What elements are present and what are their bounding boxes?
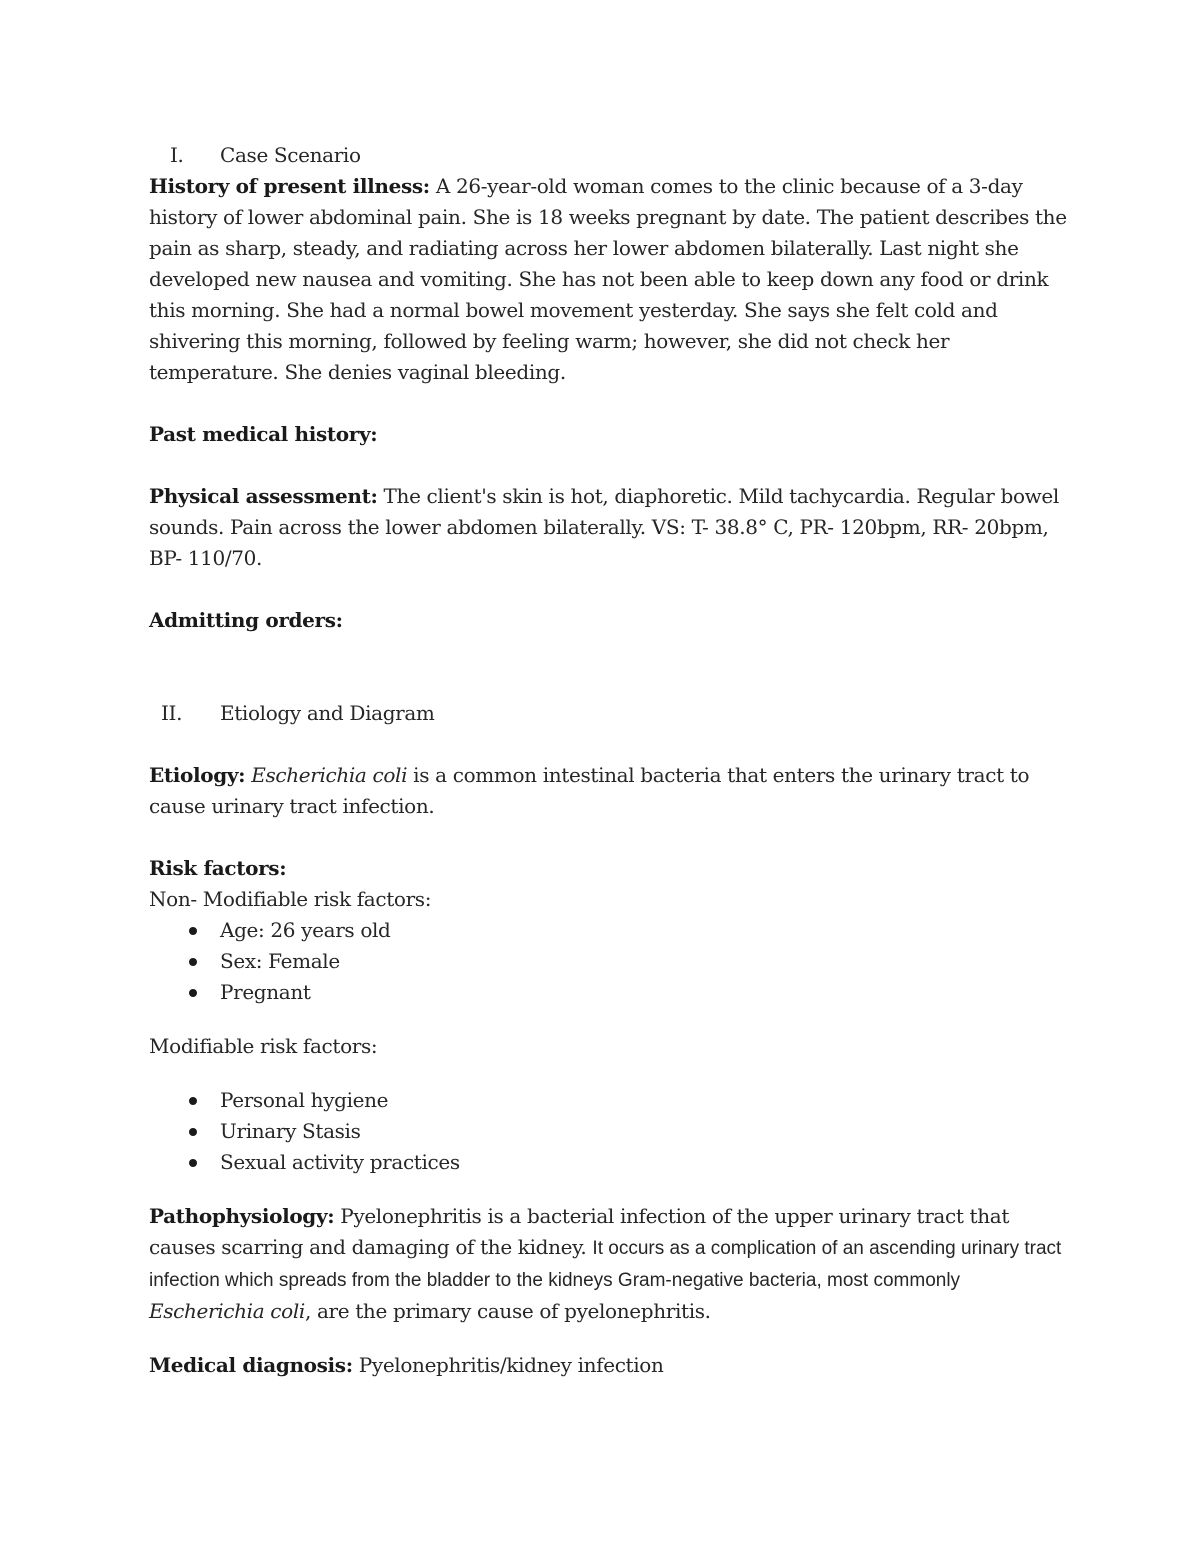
bullet-icon (189, 1097, 197, 1105)
bullet-icon (189, 958, 197, 966)
modifiable-list (149, 1085, 1069, 1178)
list-item (149, 977, 1069, 1008)
nonmodifiable-list (149, 915, 1069, 1008)
section-heading-case-scenario (149, 140, 1069, 171)
list-item (149, 1147, 1069, 1178)
bullet-icon (189, 989, 197, 997)
list-item-text: Personal hygiene (220, 1088, 389, 1112)
section-number: I. (170, 143, 184, 167)
list-item-text: Age: 26 years old (220, 918, 391, 942)
section-heading-etiology-diagram (149, 698, 1069, 729)
risk-label: Risk factors: (149, 856, 287, 880)
assessment-label: Physical assessment: (149, 484, 378, 508)
admitting-orders (149, 605, 1069, 636)
physical-assessment (149, 481, 1069, 574)
pathophysiology (149, 1201, 1069, 1327)
diagnosis-label: Medical diagnosis: (149, 1353, 353, 1377)
section-number: II. (161, 701, 183, 725)
past-medical-history (149, 419, 1069, 450)
etiology-label: Etiology: (149, 763, 246, 787)
document-page (149, 140, 1069, 1381)
list-item-text: Sex: Female (220, 949, 340, 973)
bullet-icon (189, 927, 197, 935)
assessment-text: The client's skin is hot, diaphoretic. Mild tachycardia. Regular bowel sounds. Pain across the lower abdomen bilaterally. VS: T- 38.8° C, PR- 120bpm, RR- 20bpm, BP- 110/70. (149, 484, 1059, 570)
patho-text-3: , are the primary cause of pyelonephritis. (304, 1299, 711, 1323)
patho-label: Pathophysiology: (149, 1204, 335, 1228)
list-item-text: Sexual activity practices (220, 1150, 460, 1174)
list-item (149, 946, 1069, 977)
list-item (149, 915, 1069, 946)
patho-text-2: It occurs as a complication of an ascending urinary tract infection which spreads from the bladder to the kidneys Gram-negative bacteria, most commonly (149, 1238, 1062, 1291)
orders-label: Admitting orders: (149, 608, 343, 632)
patho-text-1: Pyelonephritis is a bacterial infection of the upper urinary tract that causes scarring and damaging of the kidney. (149, 1204, 1010, 1259)
list-item-text: Urinary Stasis (220, 1119, 361, 1143)
list-item-text: Pregnant (220, 980, 311, 1004)
list-item (149, 1085, 1069, 1116)
list-item (149, 1116, 1069, 1147)
diagnosis-text: Pyelonephritis/kidney infection (358, 1353, 664, 1377)
bullet-icon (189, 1159, 197, 1167)
hpi-label: History of present illness: (149, 174, 430, 198)
pmh-label: Past medical history: (149, 422, 378, 446)
history-present-illness (149, 171, 1069, 388)
risk-factors-heading (149, 853, 1069, 884)
etiology (149, 760, 1069, 822)
nonmodifiable-label: Non- Modifiable risk factors: (149, 887, 432, 911)
etiology-organism: Escherichia coli (251, 763, 408, 787)
section-title: Case Scenario (220, 143, 361, 167)
bullet-icon (189, 1128, 197, 1136)
section-title: Etiology and Diagram (220, 701, 435, 725)
patho-organism: Escherichia coli (149, 1299, 305, 1323)
etiology-text: is a common intestinal bacteria that enters the urinary tract to cause urinary tract infection. (149, 763, 1030, 818)
hpi-text: A 26-year-old woman comes to the clinic because of a 3-day history of lower abdominal pain. She is 18 weeks pregnant by date. The patient describes the pain as sharp, steady, and radiating across her lower abdomen bilaterally. Last night she developed new nausea and vomiting. She has not been able to keep down any food or drink this morning. She had a normal bowel movement yesterday. She says she felt cold and shivering this morning, followed by feeling warm; however, she did not check her temperature. She denies vaginal bleeding. (149, 174, 1067, 384)
modifiable-label: Modifiable risk factors: (149, 1034, 378, 1058)
medical-diagnosis (149, 1350, 1069, 1381)
